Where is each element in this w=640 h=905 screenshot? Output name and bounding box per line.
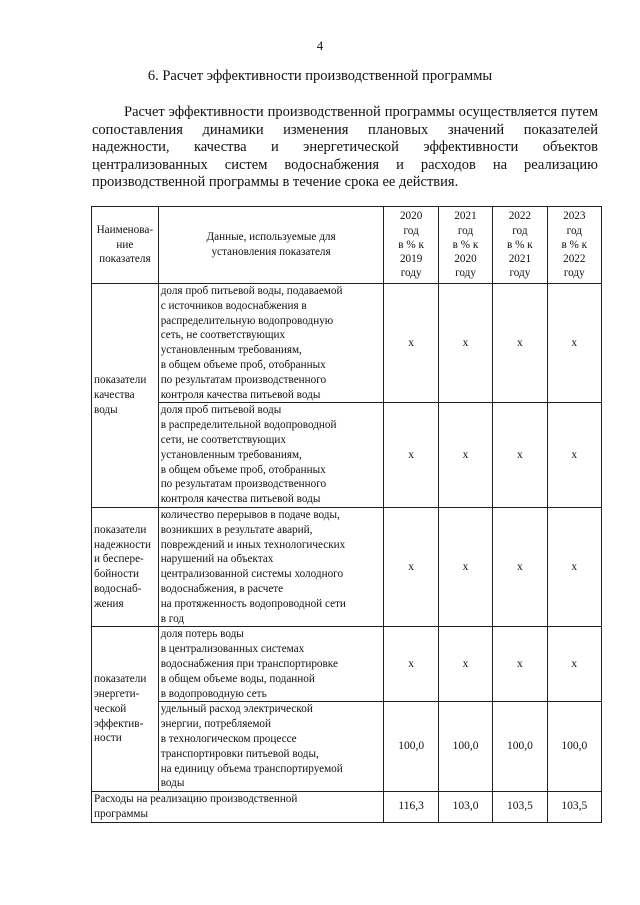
header-indicator-name: Наименова- ние показателя [92, 207, 159, 284]
row-data-text: доля потерь воды в централизованных системах водоснабжения при транспортировке в общем объеме воды, поданной в водопроводную сеть [158, 627, 384, 702]
row-data-text: доля проб питьевой воды в распределительной водопроводной сети, не соответствующих установленным требованиям, в общем объеме проб, отобранных по результатам производственного контроля качества питьевой воды [158, 403, 384, 508]
header-year-2021: 2021 год в % к 2020 году [438, 207, 492, 284]
value-2022: х [493, 284, 547, 403]
value-2021: х [438, 284, 492, 403]
table-header-row [92, 207, 602, 284]
value-2020: х [384, 284, 438, 403]
value-2023: х [547, 403, 601, 508]
table-row [92, 702, 602, 792]
total-value-2023: 103,5 [547, 792, 601, 823]
value-2021: х [438, 627, 492, 702]
value-2021: 100,0 [438, 702, 492, 792]
value-2021: х [438, 507, 492, 626]
intro-paragraph: Расчет эффективности производственной программы осуществляется путем сопоставления динамики изменения плановых значений показателей надежности, качества и энергетической эффективности объектов централизованных систем водоснабжения и расходов на реализацию производственной программы в течение срока ее действия. [92, 104, 598, 191]
total-value-2022: 103,5 [493, 792, 547, 823]
table-row [92, 284, 602, 403]
group-name-reliability: показатели надежности и беспере- бойности водоснаб- жения [92, 507, 159, 626]
total-value-2021: 103,0 [438, 792, 492, 823]
value-2022: х [493, 507, 547, 626]
group-name-water-quality: показатели качества воды [92, 284, 159, 508]
value-2023: х [547, 627, 601, 702]
row-data-text: доля проб питьевой воды, подаваемой с источников водоснабжения в распределительную водопроводную сеть, не соответствующих установленным требованиям, в общем объеме проб, отобранных по результатам производственного контроля качества питьевой воды [158, 284, 384, 403]
value-2021: х [438, 403, 492, 508]
table-row [92, 403, 602, 508]
value-2020: х [384, 403, 438, 508]
header-data-used: Данные, используемые для установления показателя [158, 207, 384, 284]
page-number: 4 [316, 38, 324, 53]
value-2023: х [547, 284, 601, 403]
table-row [92, 627, 602, 702]
table-total-row [92, 792, 602, 823]
row-data-text: количество перерывов в подаче воды, возникших в результате аварий, повреждений и иных технологических нарушений на объектах централизованной системы холодного водоснабжения, в расчете на протяженность водопроводной сети в год [158, 507, 384, 626]
table-row [92, 507, 602, 626]
total-value-2020: 116,3 [384, 792, 438, 823]
value-2020: 100,0 [384, 702, 438, 792]
row-data-text: удельный расход электрической энергии, потребляемой в технологическом процессе транспортировки питьевой воды, на единицу объема транспортируемой воды [158, 702, 384, 792]
value-2020: х [384, 507, 438, 626]
value-2022: х [493, 627, 547, 702]
section-title: 6. Расчет эффективности производственной программы [147, 68, 493, 84]
header-year-2020: 2020 год в % к 2019 году [384, 207, 438, 284]
header-year-2023: 2023 год в % к 2022 году [547, 207, 601, 284]
group-name-energy-efficiency: показатели энергети- ческой эффектив- ности [92, 627, 159, 792]
value-2022: х [493, 403, 547, 508]
header-year-2022: 2022 год в % к 2021 году [493, 207, 547, 284]
value-2020: х [384, 627, 438, 702]
value-2023: 100,0 [547, 702, 601, 792]
value-2022: 100,0 [493, 702, 547, 792]
total-expenses-label: Расходы на реализацию производственной программы [92, 792, 384, 823]
efficiency-table [91, 206, 602, 823]
value-2023: х [547, 507, 601, 626]
